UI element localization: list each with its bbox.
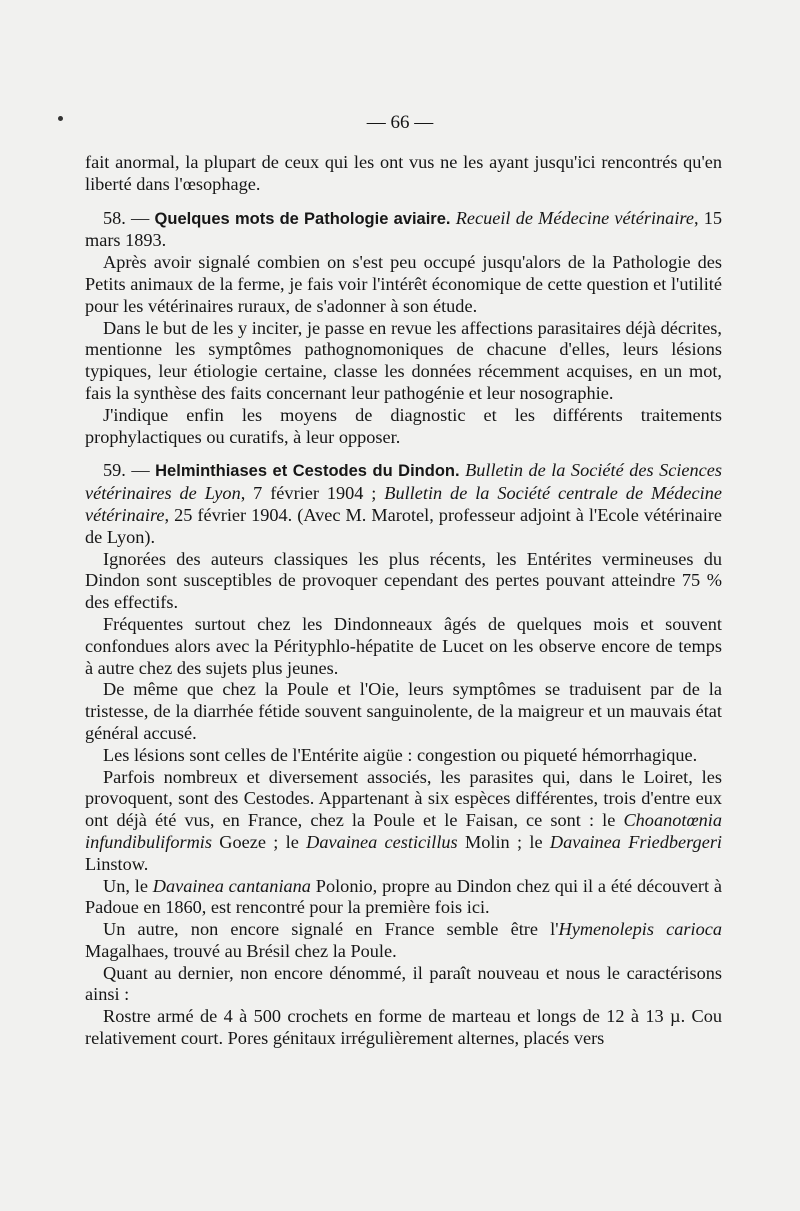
entry-59-source-2: Bulletin de la Société centrale de Médecine vétérinaire xyxy=(85,483,722,525)
entry-59-heading: 59. — Helminthiases et Cestodes du Dindon. Bulletin de la Société des Sciences vétérinaires de Lyon, 7 février 1904 ; Bulletin de la Société centrale de Médecine vétérinaire, 25 février 1904. (Avec M. Marotel, professeur adjoint à l'Ecole vétérinaire de Lyon). xyxy=(85,460,723,547)
entry-58-title: Quelques mots de Pathologie aviaire. xyxy=(154,209,451,228)
entry-58-heading: 58. — Quelques mots de Pathologie aviaire. Recueil de Médecine vétérinaire, 15 mars 1893. xyxy=(85,207,723,251)
entry-59-source-1: Bulletin de la Société des Sciences vétérinaires de Lyon xyxy=(85,460,723,504)
paragraph: Quant au dernier, non encore dénommé, il paraît nouveau et nous le caractérisons ainsi : xyxy=(85,962,722,1005)
page-body xyxy=(85,152,722,1050)
paragraph: Ignorées des auteurs classiques les plus récents, les Entérites vermineuses du Dindon sont susceptibles de provoquer cependant des pertes pouvant atteindre 75 % des effectifs. xyxy=(85,548,722,613)
entry-58-source: Recueil de Médecine vétérinaire xyxy=(455,207,694,228)
paragraph: J'indique enfin les moyens de diagnostic et les différents traitements prophylactiques ou curatifs, à leur opposer. xyxy=(85,404,722,447)
entry-59-title: Helminthiases et Cestodes du Dindon. xyxy=(155,462,460,481)
paragraph: Dans le but de les y inciter, je passe en revue les affections parasitaires déjà décrites, mentionne les symptômes pathognomoniques de chacune d'elles, leurs lésions typiques, leur étiologie certaine, classe les données récemment acquises, en un mot, fais la synthèse des faits concernant leur pathogénie et leur nosographie. xyxy=(85,317,722,403)
paragraph: De même que chez la Poule et l'Oie, leurs symptômes se traduisent par de la tristesse, de la diarrhée fétide souvent sanguinolente, de la maigreur et un mauvais état général accusé. xyxy=(85,679,722,743)
page-number: — 66 — xyxy=(366,112,434,133)
paragraph-continuation: fait anormal, la plupart de ceux qui les ont vus ne les ayant jusqu'ici rencontrés qu'en liberté dans l'œsophage. xyxy=(85,152,722,194)
paragraph: Un autre, non encore signalé en France semble être l'Hymenolepis carioca Magalhaes, trouvé au Brésil chez la Poule. xyxy=(85,919,722,961)
paragraph: Fréquentes surtout chez les Dindonneaux âgés de quelques mois et souvent confondues alors avec la Pérityphlo-hépatite de Lucet on les observe encore de temps à autre chez des sujets plus jeunes. xyxy=(85,613,722,678)
paragraph-species: Parfois nombreux et diversement associés, les parasites qui, dans le Loiret, les provoquent, sont des Cestodes. Appartenant à six espèces différentes, trois d'entre eux ont déjà été vus, en France, chez la Poule et le Faisan, ce sont : le Choanotœnia infundibuliformis Goeze ; le Davainea cesticillus Molin ; le Davainea Friedbergeri Linstow. xyxy=(85,766,723,874)
paragraph: Les lésions sont celles de l'Entérite aigüe : congestion ou piqueté hémorrhagique. xyxy=(103,744,698,765)
paragraph: Un, le Davainea cantaniana Polonio, propre au Dindon chez qui il a été découvert à Padoue en 1860, est rencontré pour la première fois ici. xyxy=(85,875,723,918)
paragraph: Rostre armé de 4 à 500 crochets en forme de marteau et longs de 12 à 13 µ. Cou relativement court. Pores génitaux irrégulièrement alternes, placés vers xyxy=(85,1006,722,1049)
paragraph: Après avoir signalé combien on s'est peu occupé jusqu'alors de la Pathologie des Petits animaux de la ferme, je fais voir l'intérêt économique de cette question et l'utilité pour les vétérinaires ruraux, de s'adonner à son étude. xyxy=(85,252,722,316)
